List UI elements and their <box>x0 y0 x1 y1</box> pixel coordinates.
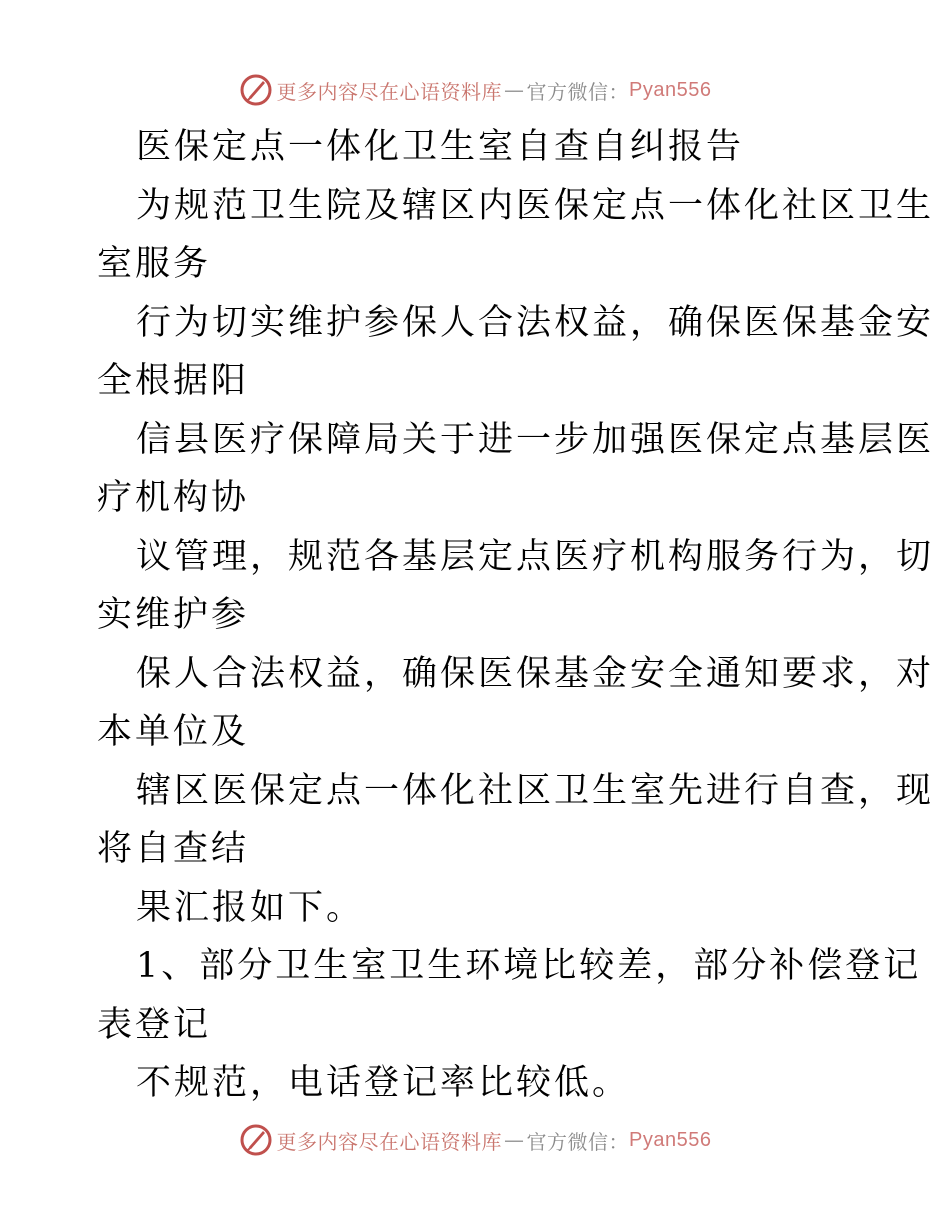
quill-logo-icon <box>239 1123 273 1157</box>
text-line: 室服务 <box>97 244 212 284</box>
text-line: 辖区医保定点一体化社区卫生室先进行自查，现 <box>136 770 935 811</box>
watermark-title: 更多内容尽在心语资料库 <box>276 1129 503 1154</box>
text-line: 不规范，电话登记率比较低。 <box>136 1063 631 1103</box>
text-line: 实维护参 <box>97 595 250 635</box>
text-line: 全根据阳 <box>97 361 250 401</box>
document-body <box>97 118 935 1113</box>
footer-watermark <box>0 1120 950 1160</box>
quill-logo-icon <box>239 73 273 107</box>
watermark-wechat-id: Pyan556 <box>629 1128 712 1151</box>
watermark-dash: — <box>504 78 525 102</box>
text-line: 将自查结 <box>97 829 250 869</box>
text-line: 1、部分卫生室卫生环境比较差，部分补偿登记 <box>136 946 922 986</box>
text-line: 行为切实维护参保人合法权益，确保医保基金安 <box>136 302 935 343</box>
watermark-title: 更多内容尽在心语资料库 <box>276 79 503 104</box>
header-watermark <box>0 70 950 110</box>
document-title: 医保定点一体化卫生室自查自纠报告 <box>136 127 745 167</box>
text-line: 为规范卫生院及辖区内医保定点一体化社区卫生 <box>136 185 935 226</box>
text-line: 议管理，规范各基层定点医疗机构服务行为，切 <box>136 536 935 577</box>
text-line: 疗机构协 <box>97 478 250 518</box>
watermark-official-label: 官方微信： <box>526 79 630 104</box>
watermark-official-label: 官方微信： <box>526 1129 630 1154</box>
text-line: 果汇报如下。 <box>136 887 365 928</box>
watermark-wechat-id: Pyan556 <box>629 78 712 101</box>
watermark-dash: — <box>504 1128 525 1152</box>
text-line: 本单位及 <box>97 712 250 752</box>
text-line: 信县医疗保障局关于进一步加强医保定点基层医 <box>136 419 935 460</box>
text-line: 表登记 <box>97 1004 212 1045</box>
text-line: 保人合法权益，确保医保基金安全通知要求，对 <box>136 653 935 694</box>
